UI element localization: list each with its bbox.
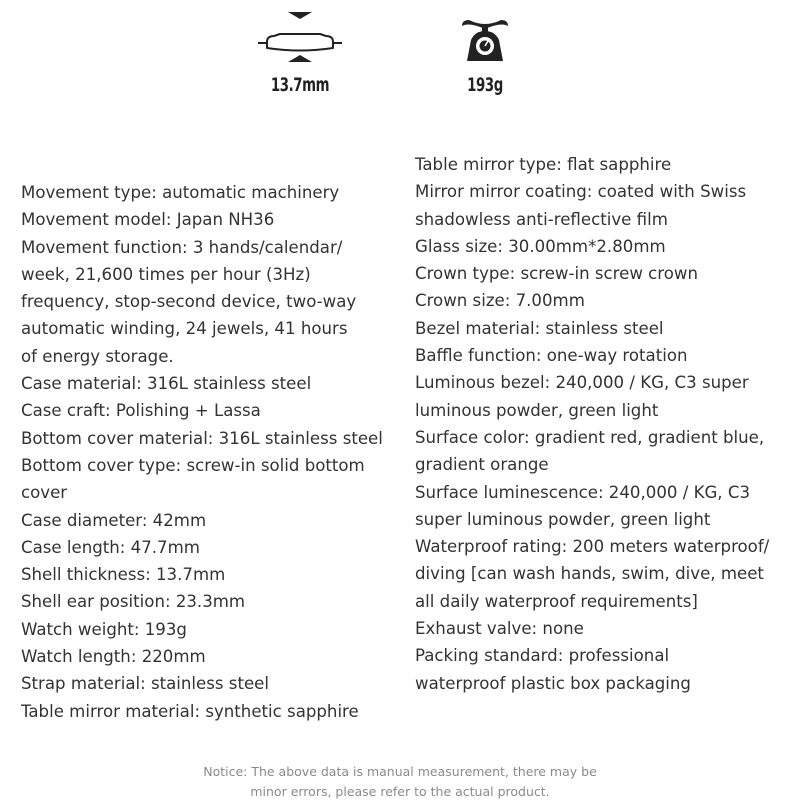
spec-line: Bezel material: stainless steel: [415, 318, 664, 338]
spec-line: Case material: 316L stainless steel: [21, 374, 312, 394]
spec-line: Case diameter: 42mm: [21, 510, 207, 530]
spec-line: Table mirror material: synthetic sapphire: [21, 701, 359, 721]
spec-line: Movement function: 3 hands/calendar/: [21, 237, 343, 257]
spec-line: automatic winding, 24 jewels, 41 hours: [21, 319, 348, 339]
spec-line: gradient orange: [415, 455, 549, 475]
spec-line: Packing standard: professional: [415, 646, 670, 666]
spec-line: Watch weight: 193g: [21, 619, 187, 639]
thickness-spec: [240, 10, 360, 96]
spec-line: Case length: 47.7mm: [21, 537, 200, 557]
spec-line: week, 21,600 times per hour (3Hz): [21, 264, 311, 284]
spec-line: Table mirror type: flat sapphire: [415, 155, 672, 174]
spec-line: Watch length: 220mm: [21, 647, 206, 667]
spec-line: Waterproof rating: 200 meters waterproof/: [415, 537, 770, 557]
spec-line: Mirror mirror coating: coated with Swiss: [415, 182, 747, 202]
spec-line: Crown size: 7.00mm: [415, 291, 585, 311]
spec-line: Luminous bezel: 240,000 / KG, C3 super: [415, 373, 749, 393]
spec-line: waterproof plastic box packaging: [415, 673, 691, 693]
spec-line: cover: [21, 483, 68, 503]
spec-list-right: [415, 151, 769, 697]
spec-line: super luminous powder, green light: [415, 509, 711, 529]
spec-line: Glass size: 30.00mm*2.80mm: [415, 236, 666, 256]
notice-line-1: Notice: The above data is manual measurement, there may be: [203, 764, 597, 779]
spec-line: frequency, stop-second device, two-way: [21, 292, 357, 312]
spec-line: Baffle function: one-way rotation: [415, 346, 688, 366]
spec-line: Surface luminescence: 240,000 / KG, C3: [415, 482, 751, 502]
thickness-value: 13.7mm: [270, 74, 330, 96]
spec-line: Movement model: Japan NH36: [21, 210, 275, 230]
spec-line: Movement type: automatic machinery: [21, 183, 340, 202]
spec-line: Surface color: gradient red, gradient blue,: [415, 427, 765, 447]
spec-line: of energy storage.: [21, 346, 174, 366]
spec-line: Case craft: Polishing + Lassa: [21, 401, 261, 421]
spec-line: Bottom cover material: 316L stainless steel: [21, 428, 383, 448]
spec-line: Shell thickness: 13.7mm: [21, 565, 226, 585]
scale-icon: [455, 10, 515, 66]
weight-spec: [425, 10, 545, 96]
spec-line: Bottom cover type: screw-in solid bottom: [21, 455, 365, 475]
spec-line: Exhaust valve: none: [415, 619, 584, 639]
spec-line: shadowless anti-reflective film: [415, 209, 668, 229]
spec-line: Shell ear position: 23.3mm: [21, 592, 246, 612]
spec-list-left: [21, 179, 383, 725]
spec-line: Strap material: stainless steel: [21, 674, 269, 694]
weight-value: 193g: [467, 74, 503, 96]
spec-line: Crown type: screw-in screw crown: [415, 264, 698, 284]
spec-line: diving [can wash hands, swim, dive, meet: [415, 564, 764, 584]
notice-line-2: minor errors, please refer to the actual product.: [250, 784, 550, 799]
spec-line: all daily waterproof requirements]: [415, 591, 698, 611]
watch-thickness-icon: [250, 10, 350, 66]
measurement-notice: [0, 762, 800, 802]
spec-line: luminous powder, green light: [415, 400, 659, 420]
